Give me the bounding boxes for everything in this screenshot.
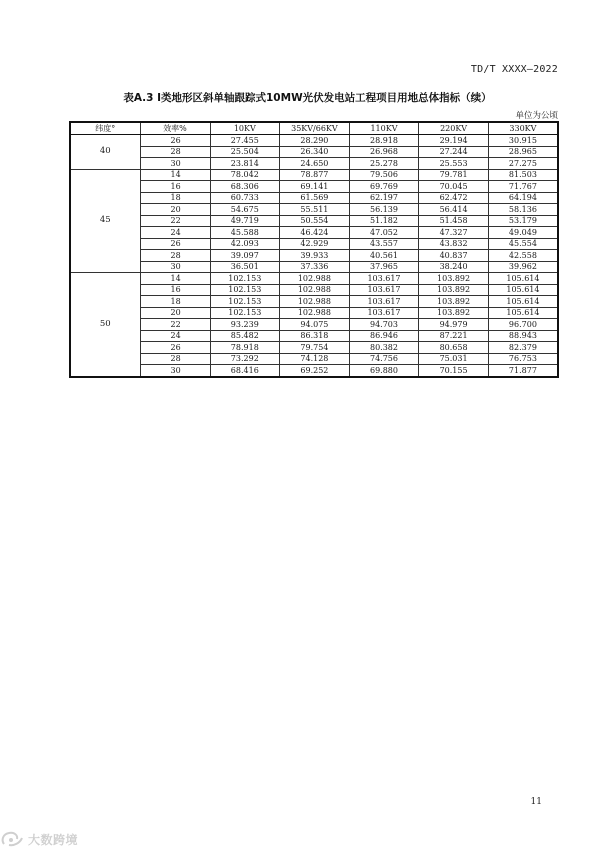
watermark xyxy=(0,830,78,848)
efficiency-cell: 24 xyxy=(140,227,210,239)
value-cell: 80.658 xyxy=(419,342,489,354)
latitude-cell: 45 xyxy=(70,169,140,273)
value-cell: 38.240 xyxy=(419,261,489,273)
value-cell: 103.617 xyxy=(349,296,419,308)
value-cell: 47.052 xyxy=(349,227,419,239)
value-cell: 94.075 xyxy=(280,319,350,331)
value-cell: 87.221 xyxy=(419,330,489,342)
value-cell: 82.379 xyxy=(488,342,558,354)
table-row xyxy=(70,227,558,239)
value-cell: 69.141 xyxy=(280,181,350,193)
value-cell: 46.424 xyxy=(280,227,350,239)
column-header-10kv: 10KV xyxy=(210,122,280,135)
value-cell: 24.650 xyxy=(280,158,350,170)
efficiency-cell: 18 xyxy=(140,192,210,204)
table-row xyxy=(70,238,558,250)
value-cell: 42.093 xyxy=(210,238,280,250)
value-cell: 71.767 xyxy=(488,181,558,193)
efficiency-cell: 18 xyxy=(140,296,210,308)
table-row xyxy=(70,353,558,365)
value-cell: 28.965 xyxy=(488,146,558,158)
value-cell: 56.139 xyxy=(349,204,419,216)
table-row xyxy=(70,284,558,296)
value-cell: 28.290 xyxy=(280,135,350,147)
value-cell: 93.239 xyxy=(210,319,280,331)
value-cell: 58.136 xyxy=(488,204,558,216)
table-row xyxy=(70,146,558,158)
latitude-cell: 40 xyxy=(70,135,140,170)
value-cell: 30.915 xyxy=(488,135,558,147)
value-cell: 49.719 xyxy=(210,215,280,227)
efficiency-cell: 26 xyxy=(140,342,210,354)
value-cell: 102.153 xyxy=(210,273,280,285)
value-cell: 29.194 xyxy=(419,135,489,147)
value-cell: 61.569 xyxy=(280,192,350,204)
value-cell: 23.814 xyxy=(210,158,280,170)
value-cell: 62.472 xyxy=(419,192,489,204)
efficiency-cell: 22 xyxy=(140,319,210,331)
value-cell: 50.554 xyxy=(280,215,350,227)
value-cell: 43.557 xyxy=(349,238,419,250)
value-cell: 105.614 xyxy=(488,296,558,308)
column-header-latitude: 纬度° xyxy=(70,122,140,135)
table-row xyxy=(70,158,558,170)
value-cell: 80.382 xyxy=(349,342,419,354)
value-cell: 74.128 xyxy=(280,353,350,365)
value-cell: 37.965 xyxy=(349,261,419,273)
value-cell: 62.197 xyxy=(349,192,419,204)
value-cell: 103.617 xyxy=(349,284,419,296)
value-cell: 103.617 xyxy=(349,273,419,285)
table-header-row xyxy=(70,122,558,135)
value-cell: 94.703 xyxy=(349,319,419,331)
value-cell: 28.918 xyxy=(349,135,419,147)
document-code: TD/T XXXX—2022 xyxy=(470,64,558,75)
value-cell: 40.561 xyxy=(349,250,419,262)
table-row xyxy=(70,273,558,285)
value-cell: 42.929 xyxy=(280,238,350,250)
value-cell: 25.553 xyxy=(419,158,489,170)
table-row xyxy=(70,204,558,216)
land-use-index-table xyxy=(69,121,559,378)
value-cell: 78.042 xyxy=(210,169,280,181)
value-cell: 25.504 xyxy=(210,146,280,158)
value-cell: 88.943 xyxy=(488,330,558,342)
table-row xyxy=(70,181,558,193)
table-row xyxy=(70,342,558,354)
value-cell: 78.877 xyxy=(280,169,350,181)
value-cell: 26.340 xyxy=(280,146,350,158)
column-header-110kv: 110KV xyxy=(349,122,419,135)
table-row xyxy=(70,296,558,308)
value-cell: 71.877 xyxy=(488,365,558,377)
table-container xyxy=(69,121,557,378)
value-cell: 54.675 xyxy=(210,204,280,216)
efficiency-cell: 24 xyxy=(140,330,210,342)
value-cell: 79.754 xyxy=(280,342,350,354)
efficiency-cell: 20 xyxy=(140,204,210,216)
efficiency-cell: 14 xyxy=(140,273,210,285)
table-row xyxy=(70,330,558,342)
value-cell: 69.880 xyxy=(349,365,419,377)
value-cell: 69.252 xyxy=(280,365,350,377)
value-cell: 85.482 xyxy=(210,330,280,342)
value-cell: 27.455 xyxy=(210,135,280,147)
value-cell: 103.892 xyxy=(419,307,489,319)
table-row xyxy=(70,365,558,377)
value-cell: 43.832 xyxy=(419,238,489,250)
table-body xyxy=(70,135,558,377)
value-cell: 49.049 xyxy=(488,227,558,239)
value-cell: 102.988 xyxy=(280,296,350,308)
value-cell: 64.194 xyxy=(488,192,558,204)
efficiency-cell: 26 xyxy=(140,135,210,147)
value-cell: 70.045 xyxy=(419,181,489,193)
value-cell: 103.617 xyxy=(349,307,419,319)
page-number: 11 xyxy=(530,797,542,807)
value-cell: 27.244 xyxy=(419,146,489,158)
value-cell: 47.327 xyxy=(419,227,489,239)
efficiency-cell: 16 xyxy=(140,284,210,296)
value-cell: 94.979 xyxy=(419,319,489,331)
unit-label: 单位为公顷 xyxy=(515,111,558,121)
table-title: 表A.3 Ⅰ类地形区斜单轴跟踪式10MW光伏发电站工程项目用地总体指标（续） xyxy=(123,92,492,104)
table-row xyxy=(70,319,558,331)
value-cell: 78.918 xyxy=(210,342,280,354)
value-cell: 39.962 xyxy=(488,261,558,273)
value-cell: 45.554 xyxy=(488,238,558,250)
value-cell: 102.988 xyxy=(280,284,350,296)
value-cell: 103.892 xyxy=(419,296,489,308)
value-cell: 68.306 xyxy=(210,181,280,193)
table-row xyxy=(70,307,558,319)
value-cell: 39.933 xyxy=(280,250,350,262)
column-header-330kv: 330KV xyxy=(488,122,558,135)
value-cell: 69.769 xyxy=(349,181,419,193)
efficiency-cell: 30 xyxy=(140,365,210,377)
efficiency-cell: 28 xyxy=(140,250,210,262)
value-cell: 81.503 xyxy=(488,169,558,181)
value-cell: 76.753 xyxy=(488,353,558,365)
value-cell: 25.278 xyxy=(349,158,419,170)
value-cell: 96.700 xyxy=(488,319,558,331)
value-cell: 26.968 xyxy=(349,146,419,158)
value-cell: 42.558 xyxy=(488,250,558,262)
column-header-220kv: 220KV xyxy=(419,122,489,135)
value-cell: 102.988 xyxy=(280,273,350,285)
value-cell: 36.501 xyxy=(210,261,280,273)
value-cell: 45.588 xyxy=(210,227,280,239)
efficiency-cell: 16 xyxy=(140,181,210,193)
value-cell: 79.506 xyxy=(349,169,419,181)
value-cell: 39.097 xyxy=(210,250,280,262)
efficiency-cell: 28 xyxy=(140,353,210,365)
table-row xyxy=(70,215,558,227)
value-cell: 105.614 xyxy=(488,307,558,319)
table-row xyxy=(70,169,558,181)
watermark-text: 大数跨境 xyxy=(28,832,79,847)
value-cell: 51.458 xyxy=(419,215,489,227)
value-cell: 105.614 xyxy=(488,273,558,285)
value-cell: 55.511 xyxy=(280,204,350,216)
value-cell: 103.892 xyxy=(419,284,489,296)
table-row xyxy=(70,135,558,147)
efficiency-cell: 20 xyxy=(140,307,210,319)
efficiency-cell: 30 xyxy=(140,158,210,170)
value-cell: 27.275 xyxy=(488,158,558,170)
value-cell: 70.155 xyxy=(419,365,489,377)
value-cell: 105.614 xyxy=(488,284,558,296)
column-header-efficiency: 效率% xyxy=(140,122,210,135)
efficiency-cell: 26 xyxy=(140,238,210,250)
value-cell: 86.946 xyxy=(349,330,419,342)
value-cell: 79.781 xyxy=(419,169,489,181)
value-cell: 86.318 xyxy=(280,330,350,342)
value-cell: 74.756 xyxy=(349,353,419,365)
value-cell: 102.988 xyxy=(280,307,350,319)
value-cell: 102.153 xyxy=(210,307,280,319)
value-cell: 60.733 xyxy=(210,192,280,204)
table-row xyxy=(70,192,558,204)
value-cell: 103.892 xyxy=(419,273,489,285)
value-cell: 37.336 xyxy=(280,261,350,273)
efficiency-cell: 14 xyxy=(140,169,210,181)
column-header-35kv-66kv: 35KV/66KV xyxy=(280,122,350,135)
table-row xyxy=(70,250,558,262)
value-cell: 53.179 xyxy=(488,215,558,227)
value-cell: 102.153 xyxy=(210,296,280,308)
efficiency-cell: 30 xyxy=(140,261,210,273)
brand-logo-icon xyxy=(0,830,26,848)
efficiency-cell: 22 xyxy=(140,215,210,227)
efficiency-cell: 28 xyxy=(140,146,210,158)
latitude-cell: 50 xyxy=(70,273,140,377)
value-cell: 73.292 xyxy=(210,353,280,365)
table-row xyxy=(70,261,558,273)
value-cell: 56.414 xyxy=(419,204,489,216)
value-cell: 75.031 xyxy=(419,353,489,365)
value-cell: 68.416 xyxy=(210,365,280,377)
value-cell: 40.837 xyxy=(419,250,489,262)
value-cell: 102.153 xyxy=(210,284,280,296)
value-cell: 51.182 xyxy=(349,215,419,227)
